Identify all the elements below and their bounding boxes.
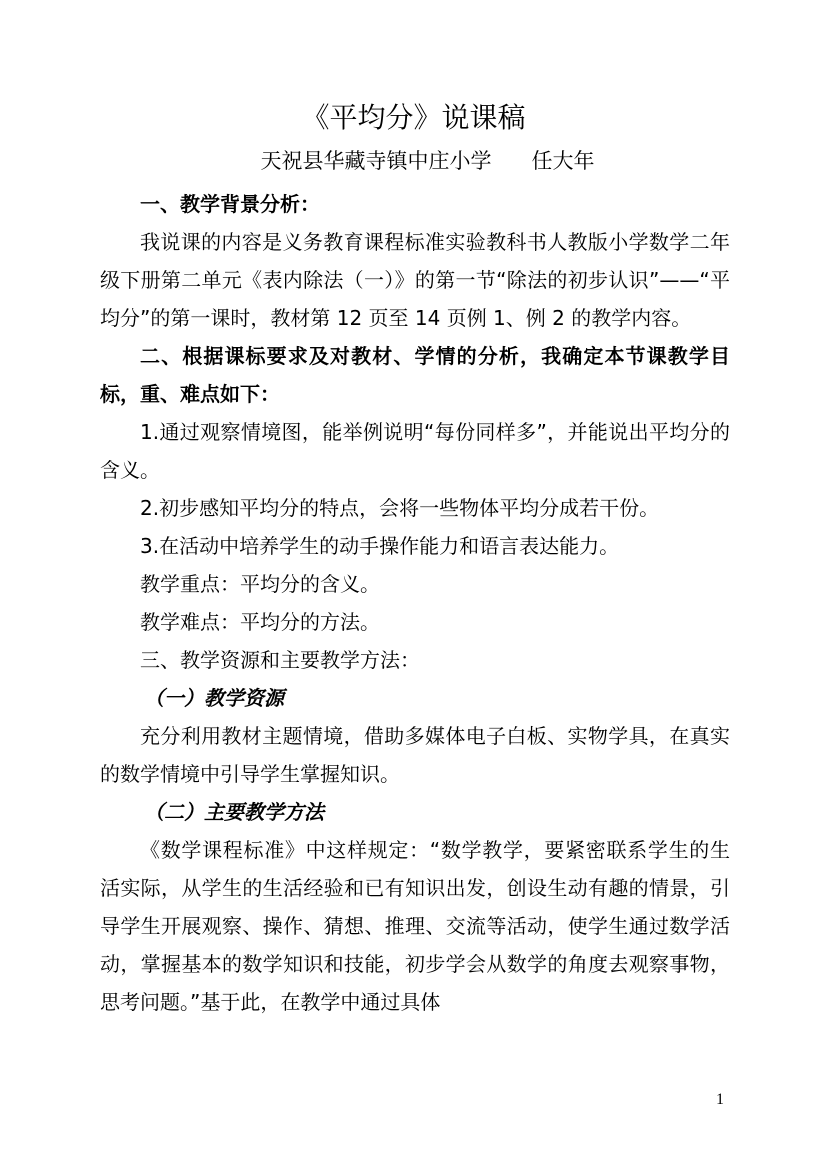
document-body	[100, 185, 730, 1021]
subheading-methods: （二）主要教学方法	[144, 800, 324, 824]
paragraph-resources: 充分利用教材主题情境，借助多媒体电子白板、实物学具，在真实的数学情境中引导学生掌握知识。	[100, 724, 730, 786]
teaching-difficulty: 教学难点：平均分的方法。	[140, 610, 380, 634]
subheading-resources: （一）教学资源	[144, 686, 284, 710]
page-number: 1	[716, 1091, 724, 1108]
section-heading-background: 一、教学背景分析：	[140, 192, 320, 216]
author-line: 天祝县华藏寺镇中庄小学 任大年	[260, 149, 595, 173]
objective-item-1: 1.通过观察情境图，能举例说明“每份同样多”，并能说出平均分的含义。	[100, 420, 730, 482]
objective-item-3: 3.在活动中培养学生的动手操作能力和语言表达能力。	[140, 534, 620, 558]
objective-item-2: 2.初步感知平均分的特点，会将一些物体平均分成若干份。	[140, 496, 660, 520]
paragraph-methods: 《数学课程标准》中这样规定：“数学教学，要紧密联系学生的生活实际，从学生的生活经验和已有知识出发，创设生动有趣的情景，引导学生开展观察、操作、猜想、推理、交流等活动，使学生通过数学活动，掌握基本的数学知识和技能，初步学会从数学的角度去观察事物，思考问题。”基于此，在教学中通过具体	[100, 838, 730, 1014]
teaching-key-point: 教学重点：平均分的含义。	[140, 572, 380, 596]
section-heading-objectives: 二、根据课标要求及对教材、学情的分析，我确定本节课教学目标，重、难点如下：	[100, 344, 730, 406]
document-title: 《平均分》说课稿	[301, 101, 526, 134]
paragraph-content-intro: 我说课的内容是义务教育课程标准实验教科书人教版小学数学二年级下册第二单元《表内除法（一）》的第一节“除法的初步认识”——“平均分”的第一课时，教材第 12 页至 14 页例 1、例 2 的教学内容。	[100, 230, 730, 330]
section-heading-resources-methods: 三、教学资源和主要教学方法：	[140, 648, 420, 672]
